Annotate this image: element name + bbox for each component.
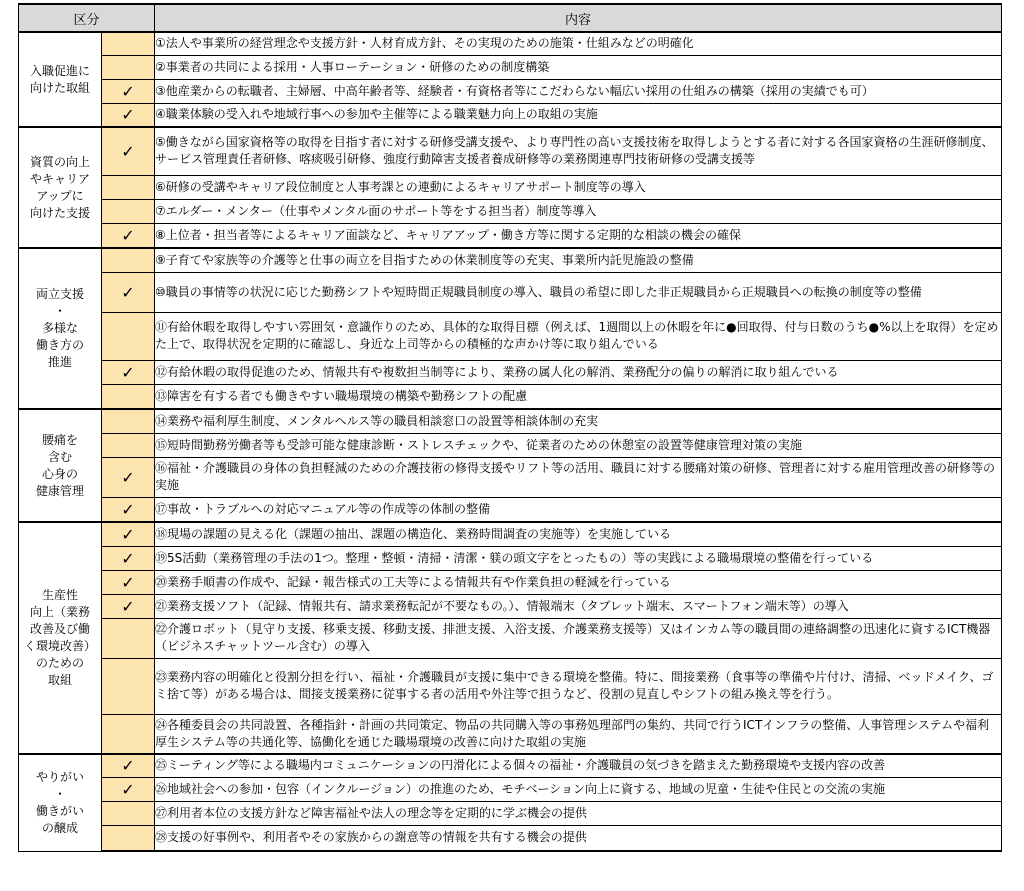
table-row: [19, 32, 1002, 55]
checkbox-cell[interactable]: [102, 522, 155, 546]
item-text: ⑪有給休暇を取得しやすい雰囲気・意識作りのため、具体的な取得目標（例えば、1週間以上の休暇を年に●回取得、付与日数のうち●%以上を取得）を定めた上で、取得状況を定期的に確認し、身近な上司等からの積極的な声かけ等に取り組んでいる: [155, 312, 1002, 360]
item-text: ⑱現場の課題の見える化（課題の抽出、課題の構造化、業務時間調査の実施等）を実施している: [155, 522, 1002, 546]
table-row: [19, 714, 1002, 754]
checkbox-cell[interactable]: [102, 199, 155, 223]
checkbox-cell[interactable]: [102, 714, 155, 754]
table-row: [19, 360, 1002, 384]
check-mark-icon: ✓: [121, 548, 135, 568]
checkbox-cell[interactable]: [102, 658, 155, 714]
table-row: [19, 546, 1002, 570]
checkbox-cell[interactable]: [102, 272, 155, 312]
table-header-row: [19, 4, 1002, 32]
item-text: ⑬障害を有する者でも働きやすい職場環境の構築や勤務シフトの配慮: [155, 384, 1002, 409]
item-text: ⑰事故・トラブルへの対応マニュアル等の作成等の体制の整備: [155, 497, 1002, 522]
item-text: ㉕ミーティング等による職場内コミュニケーションの円滑化による個々の福祉・介護職員の気づきを踏まえた勤務環境や支援内容の改善: [155, 754, 1002, 777]
check-mark-icon: ✓: [121, 105, 135, 125]
table-row: [19, 103, 1002, 127]
check-mark-icon: ✓: [121, 524, 135, 544]
item-text: ①法人や事業所の経営理念や支援方針・人材育成方針、その実現のための施策・仕組みなどの明確化: [155, 32, 1002, 55]
table-row: [19, 618, 1002, 658]
checkbox-cell[interactable]: [102, 103, 155, 127]
check-mark-icon: ✓: [121, 779, 135, 799]
check-mark-icon: ✓: [121, 225, 135, 245]
category-label-line: 生産性: [41, 588, 78, 602]
checkbox-cell[interactable]: [102, 433, 155, 457]
check-mark-icon: ✓: [121, 467, 135, 487]
category-label-line: ・: [53, 304, 66, 318]
table-row: [19, 55, 1002, 79]
checkbox-cell[interactable]: [102, 312, 155, 360]
item-text: ④職業体験の受入れや地域行事への参加や主催等による職業魅力向上の取組の実施: [155, 103, 1002, 127]
category-label-line: のための: [35, 656, 84, 670]
checkbox-cell[interactable]: [102, 497, 155, 522]
table-row: [19, 175, 1002, 199]
checkbox-cell[interactable]: [102, 594, 155, 618]
category-label-line: やキャリア: [29, 171, 90, 186]
category-label-line: 心身の: [41, 466, 78, 481]
item-text: ㉒介護ロボット（見守り支援、移乗支援、移動支援、排泄支援、入浴支援、介護業務支援等）又はインカム等の職員間の連絡調整の迅速化に資するICT機器（ビジネスチャットツール含む）の導入: [155, 618, 1002, 658]
table-row: [19, 312, 1002, 360]
table-row: [19, 497, 1002, 522]
checkbox-cell[interactable]: [102, 457, 155, 497]
item-text: ⑩職員の事情等の状況に応じた勤務シフトや短時間正規職員制度の導入、職員の希望に即した非正規職員から正規職員への転換の制度等の整備: [155, 272, 1002, 312]
category-label-line: アップに: [36, 188, 84, 203]
checkbox-cell[interactable]: [102, 79, 155, 103]
table-row: [19, 754, 1002, 777]
checkbox-cell[interactable]: [102, 825, 155, 851]
checkbox-cell[interactable]: [102, 777, 155, 801]
check-mark-icon: ✓: [121, 282, 135, 302]
checkbox-cell[interactable]: [102, 409, 155, 433]
category-label-line: 向けた取組: [29, 80, 90, 95]
check-mark-icon: ✓: [121, 499, 135, 519]
table-row: [19, 79, 1002, 103]
category-label-line: 入職促進に: [29, 63, 90, 78]
item-text: ⑫有給休暇の取得促進のため、情報共有や複数担当制等により、業務の属人化の解消、業務配分の偏りの解消に取り組んでいる: [155, 360, 1002, 384]
item-text: ㉗利用者本位の支援方針など障害福祉や法人の理念等を定期的に学ぶ機会の提供: [155, 801, 1002, 825]
table-row: [19, 594, 1002, 618]
category-label-line: の醸成: [41, 820, 78, 835]
category-label-line: 資質の向上: [29, 154, 90, 169]
table-row: [19, 409, 1002, 433]
checkbox-cell[interactable]: [102, 570, 155, 594]
checkbox-cell[interactable]: [102, 546, 155, 570]
item-text: ㉔各種委員会の共同設置、各種指針・計画の共同策定、物品の共同購入等の事務処理部門の集約、共同で行うICTインフラの整備、人事管理システムや福利厚生システム等の共通化等、協働化を通じた職場環境の改善に向けた取組の実施: [155, 714, 1002, 754]
item-text: ⑳業務手順書の作成や、記録・報告様式の工夫等による情報共有や作業負担の軽減を行っている: [155, 570, 1002, 594]
table-row: [19, 570, 1002, 594]
checkbox-cell[interactable]: [102, 384, 155, 409]
item-text: ⑧上位者・担当者等によるキャリア面談など、キャリアアップ・働き方等に関する定期的な相談の機会の確保: [155, 223, 1002, 248]
table-body: [19, 32, 1002, 851]
check-mark-icon: ✓: [121, 141, 135, 161]
item-text: ㉑業務支援ソフト（記録、情報共有、請求業務転記が不要なもの。）、情報端末（タブレット端末、スマートフォン端末等）の導入: [155, 594, 1002, 618]
item-text: ③他産業からの転職者、主婦層、中高年齢者等、経験者・有資格者等にこだわらない幅広い採用の仕組みの構築（採用の実績でも可）: [155, 79, 1002, 103]
checkbox-cell[interactable]: [102, 754, 155, 777]
checkbox-cell[interactable]: [102, 360, 155, 384]
item-text: ⑲5S活動（業務管理の手法の1つ。整理・整頓・清掃・清潔・躾の頭文字をとったもの）等の実践による職場環境の整備を行っている: [155, 546, 1002, 570]
item-text: ⑭業務や福利厚生制度、メンタルヘルス等の職員相談窓口の設置等相談体制の充実: [155, 409, 1002, 433]
check-mark-icon: ✓: [121, 596, 135, 616]
check-mark-icon: ✓: [121, 572, 135, 592]
table-row: [19, 199, 1002, 223]
category-label-line: 働き方の: [35, 338, 84, 352]
item-text: ⑤働きながら国家資格等の取得を目指す者に対する研修受講支援や、より専門性の高い支援技術を取得しようとする者に対する各国家資格の生涯研修制度、サービス管理責任者研修、喀痰吸引研修、強度行動障害支援者養成研修等の業務関連専門技術研修の受講支援等: [155, 127, 1002, 175]
table-row: [19, 825, 1002, 851]
table-row: [19, 384, 1002, 409]
item-text: ⑥研修の受講やキャリア段位制度と人事考課との連動によるキャリアサポート制度等の導入: [155, 175, 1002, 199]
item-text: ⑮短時間勤務労働者等も受診可能な健康診断・ストレスチェックや、従業者のための休憩室の設置等健康管理対策の実施: [155, 433, 1002, 457]
category-cell: [19, 522, 102, 754]
header-content: 内容: [155, 4, 1002, 32]
category-label-line: 改善及び働: [29, 622, 90, 636]
item-text: ⑨子育てや家族等の介護等と仕事の両立を目指すための休業制度等の充実、事業所内託児施設の整備: [155, 248, 1002, 272]
checkbox-cell[interactable]: [102, 32, 155, 55]
table-row: [19, 127, 1002, 175]
category-cell: [19, 754, 102, 851]
category-label-line: 向上（業務: [29, 605, 90, 619]
category-cell: [19, 32, 102, 127]
checkbox-cell[interactable]: [102, 618, 155, 658]
item-text: ㉓業務内容の明確化と役割分担を行い、福祉・介護職員が支援に集中できる環境を整備。特に、間接業務（食事等の準備や片付け、清掃、ベッドメイク、ゴミ捨て等）がある場合は、間接支援業務に従事する者の活用や外注等で担うなど、役割の見直しやシフトの組み換え等を行う。: [155, 658, 1002, 714]
category-label-line: 含む: [47, 449, 72, 464]
category-label-line: 向けた支援: [29, 205, 90, 220]
table-row: [19, 777, 1002, 801]
category-label-line: 働きがい: [35, 803, 84, 818]
table-row: [19, 272, 1002, 312]
item-text: ⑦エルダー・メンター（仕事やメンタル面のサポート等をする担当者）制度等導入: [155, 199, 1002, 223]
category-label-line: ・: [53, 786, 66, 801]
item-text: ㉖地域社会への参加・包容（インクルージョン）の推進のため、モチベーション向上に資する、地域の児童・生徒や住民との交流の実施: [155, 777, 1002, 801]
checkbox-cell[interactable]: [102, 127, 155, 175]
table-row: [19, 223, 1002, 248]
category-label-line: 推進: [47, 355, 72, 369]
category-cell: [19, 127, 102, 248]
category-label-line: やりがい: [35, 769, 84, 784]
table-row: [19, 522, 1002, 546]
category-label-line: 多様な: [41, 321, 78, 335]
category-label-line: 腰痛を: [41, 432, 78, 447]
table-row: [19, 248, 1002, 272]
checkbox-cell[interactable]: [102, 801, 155, 825]
table-row: [19, 433, 1002, 457]
category-label-line: 両立支援: [35, 287, 84, 301]
checkbox-cell[interactable]: [102, 248, 155, 272]
category-label-line: 取組: [47, 673, 72, 687]
table-row: [19, 457, 1002, 497]
measures-table: [18, 3, 1002, 852]
checkbox-cell[interactable]: [102, 55, 155, 79]
table-row: [19, 801, 1002, 825]
table-row: [19, 658, 1002, 714]
check-mark-icon: ✓: [121, 81, 135, 101]
item-text: ②事業者の共同による採用・人事ローテーション・研修のための制度構築: [155, 55, 1002, 79]
check-mark-icon: ✓: [121, 362, 135, 382]
header-category: 区分: [19, 4, 155, 32]
item-text: ⑯福祉・介護職員の身体の負担軽減のための介護技術の修得支援やリフト等の活用、職員に対する腰痛対策の研修、管理者に対する雇用管理改善の研修等の実施: [155, 457, 1002, 497]
category-cell: [19, 248, 102, 409]
checkbox-cell[interactable]: [102, 175, 155, 199]
item-text: ㉘支援の好事例や、利用者やその家族からの謝意等の情報を共有する機会の提供: [155, 825, 1002, 851]
category-label-line: 健康管理: [35, 483, 84, 498]
checkbox-cell[interactable]: [102, 223, 155, 248]
category-cell: [19, 409, 102, 522]
check-mark-icon: ✓: [121, 756, 135, 776]
category-label-line: く環境改善）: [23, 639, 96, 653]
